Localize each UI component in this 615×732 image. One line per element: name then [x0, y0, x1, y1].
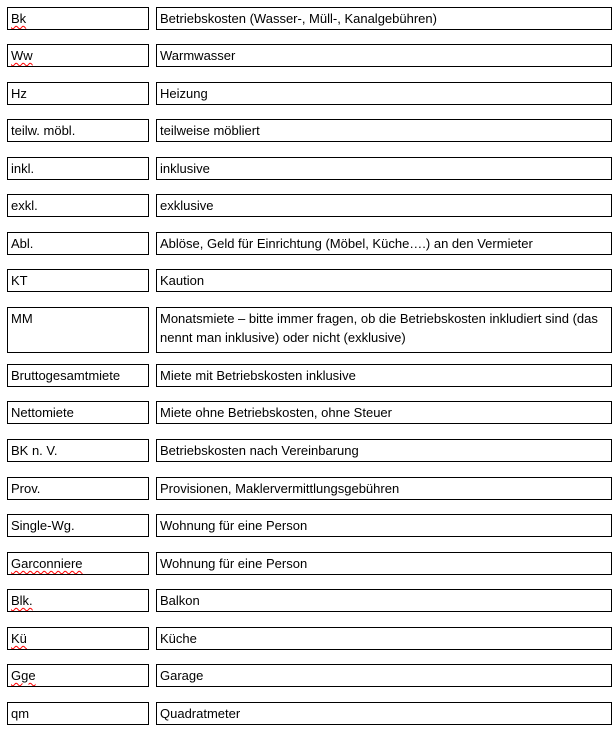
glossary-row [0, 589, 615, 612]
abbreviation-cell [7, 627, 149, 650]
abbreviation-text: Blk. [11, 593, 33, 608]
glossary-row [0, 119, 615, 142]
glossary-row [0, 82, 615, 105]
meaning-cell [156, 514, 612, 537]
abbreviation-text: Hz [11, 86, 27, 101]
meaning-cell [156, 269, 612, 292]
abbreviation-text: inkl. [11, 161, 35, 176]
meaning-text: Betriebskosten (Wasser-, Müll-, Kanalgebühren) [160, 11, 437, 26]
glossary-row [0, 401, 615, 424]
meaning-text: Garage [160, 668, 204, 683]
glossary-row [0, 194, 615, 217]
glossary-row [0, 664, 615, 687]
glossary-row [0, 477, 615, 500]
abbreviation-cell [7, 7, 149, 30]
meaning-cell [156, 664, 612, 687]
abbreviation-text: teilw. möbl. [11, 123, 76, 138]
glossary-row [0, 627, 615, 650]
glossary-row [0, 364, 615, 387]
glossary-row [0, 44, 615, 67]
meaning-text: Ablöse, Geld für Einrichtung (Möbel, Küche….) an den Vermieter [160, 236, 533, 251]
abbreviation-cell [7, 401, 149, 424]
glossary-row [0, 157, 615, 180]
abbreviation-text: Nettomiete [11, 405, 74, 420]
glossary-row [0, 307, 615, 353]
meaning-cell [156, 627, 612, 650]
abbreviation-cell [7, 307, 149, 353]
abbreviation-cell [7, 702, 149, 725]
meaning-text: Küche [160, 631, 197, 646]
abbreviation-cell [7, 194, 149, 217]
abbreviation-cell [7, 157, 149, 180]
meaning-cell [156, 401, 612, 424]
meaning-text: Betriebskosten nach Vereinbarung [160, 443, 359, 458]
abbreviation-cell [7, 364, 149, 387]
abbreviation-text: exkl. [11, 198, 38, 213]
abbreviation-text: Kü [11, 631, 27, 646]
abbreviation-cell [7, 119, 149, 142]
meaning-cell [156, 439, 612, 462]
glossary-row [0, 702, 615, 725]
meaning-text: Monatsmiete – bitte immer fragen, ob die Betriebskosten inkludiert sind (das nennt man inklusive) oder nicht (exklusive) [160, 311, 598, 345]
abbreviation-cell [7, 664, 149, 687]
abbreviation-text: qm [11, 706, 30, 721]
glossary-row [0, 232, 615, 255]
glossary-row [0, 7, 615, 30]
meaning-text: exklusive [160, 198, 214, 213]
abbreviation-text: Gge [11, 668, 36, 683]
meaning-text: Balkon [160, 593, 200, 608]
meaning-text: Heizung [160, 86, 208, 101]
meaning-text: Miete mit Betriebskosten inklusive [160, 368, 356, 383]
meaning-text: Quadratmeter [160, 706, 241, 721]
meaning-cell [156, 119, 612, 142]
abbreviation-cell [7, 269, 149, 292]
meaning-text: Kaution [160, 273, 205, 288]
glossary-row [0, 439, 615, 462]
meaning-cell [156, 44, 612, 67]
meaning-cell [156, 82, 612, 105]
abbreviation-text: Ww [11, 48, 33, 63]
meaning-cell [156, 157, 612, 180]
meaning-text: Warmwasser [160, 48, 236, 63]
meaning-text: inklusive [160, 161, 210, 176]
abbreviation-cell [7, 477, 149, 500]
glossary-row [0, 269, 615, 292]
meaning-cell [156, 589, 612, 612]
meaning-text: Miete ohne Betriebskosten, ohne Steuer [160, 405, 392, 420]
abbreviation-text: Single-Wg. [11, 518, 75, 533]
meaning-cell [156, 702, 612, 725]
abbreviation-text: Abl. [11, 236, 34, 251]
meaning-cell [156, 7, 612, 30]
abbreviation-cell [7, 589, 149, 612]
abbreviation-cell [7, 514, 149, 537]
abbreviation-cell [7, 552, 149, 575]
meaning-cell [156, 307, 612, 353]
abbreviation-text: Bruttogesamtmiete [11, 368, 121, 383]
meaning-cell [156, 477, 612, 500]
abbreviation-text: Prov. [11, 481, 41, 496]
abbreviation-cell [7, 232, 149, 255]
abbreviation-text: Bk [11, 11, 27, 26]
glossary-row [0, 552, 615, 575]
abbreviation-text: Garconniere [11, 556, 83, 571]
abbreviation-cell [7, 82, 149, 105]
meaning-cell [156, 552, 612, 575]
meaning-text: Provisionen, Maklervermittlungsgebühren [160, 481, 400, 496]
meaning-cell [156, 232, 612, 255]
abbreviation-cell [7, 439, 149, 462]
meaning-cell [156, 364, 612, 387]
abbreviation-text: BK n. V. [11, 443, 58, 458]
meaning-cell [156, 194, 612, 217]
abbreviation-text: MM [11, 311, 33, 326]
abbreviation-text: KT [11, 273, 28, 288]
abbreviation-cell [7, 44, 149, 67]
meaning-text: Wohnung für eine Person [160, 556, 308, 571]
meaning-text: Wohnung für eine Person [160, 518, 308, 533]
glossary-row [0, 514, 615, 537]
meaning-text: teilweise möbliert [160, 123, 260, 138]
